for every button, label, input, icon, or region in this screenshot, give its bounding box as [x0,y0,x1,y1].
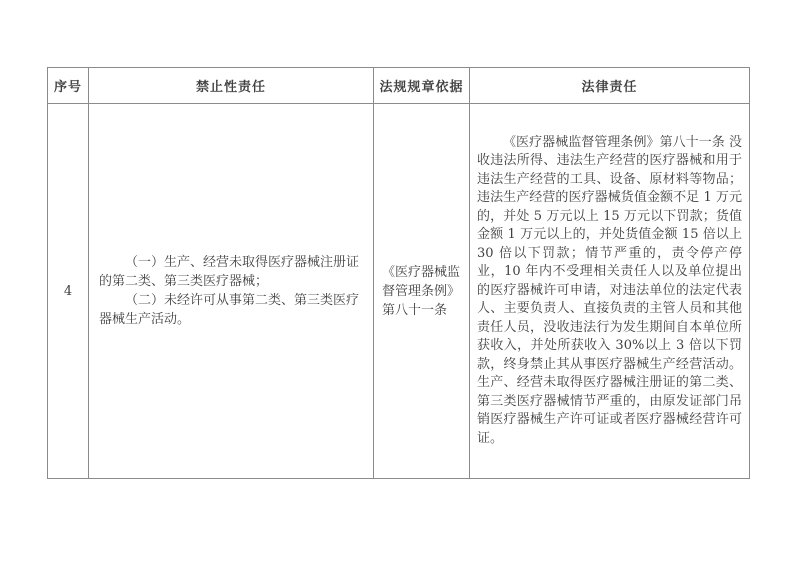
legal-liability-cell [470,104,750,479]
row-index-cell: 4 [48,104,89,479]
header-cell-legal-liability: 法律责任 [470,68,750,104]
table-header-row [48,68,750,104]
prohibition-cell [89,104,374,479]
prohibition-item-2: （二）未经许可从事第二类、第三类医疗器械生产活动。 [99,293,360,327]
table-row [48,104,750,479]
regulation-table [47,67,750,479]
legal-basis-cell [374,104,470,479]
legal-liability-text: 《医疗器械监督管理条例》第八十一条 没收违法所得、违法生产经营的医疗器械和用于违法生产经营的工具、设备、原材料等物品；违法生产经营的医疗器械货值金额不足 1 万元的，并处 5 万元以上 15 万元以下罚款；货值金额 1 万元以上的，并处货值金额 15 倍以上 30 倍以下罚款；情节严重的，责令停产停业，10 年内不受理相关责任人以及单位提出的医疗器械许可申请，对违法单位的法定代表人、主要负责人、直接负责的主管人员和其他责任人员，没收违法行为发生期间自本单位所获收入，并处所获收入 30%以上 3 倍以下罚款，终身禁止其从事医疗器械生产经营活动。生产、经营未取得医疗器械注册证的第二类、第三类医疗器械情节严重的，由原发证部门吊销医疗器械生产许可证或者医疗器械经营许可证。 [477,134,742,446]
prohibition-item-1: （一）生产、经营未取得医疗器械注册证的第二类、第三类医疗器械； [99,255,360,289]
header-cell-prohibition: 禁止性责任 [89,68,374,104]
header-cell-index: 序号 [48,68,89,104]
legal-basis-text: 《医疗器械监督管理条例》第八十一条 [382,264,461,318]
header-cell-legal-basis: 法规规章依据 [374,68,470,104]
